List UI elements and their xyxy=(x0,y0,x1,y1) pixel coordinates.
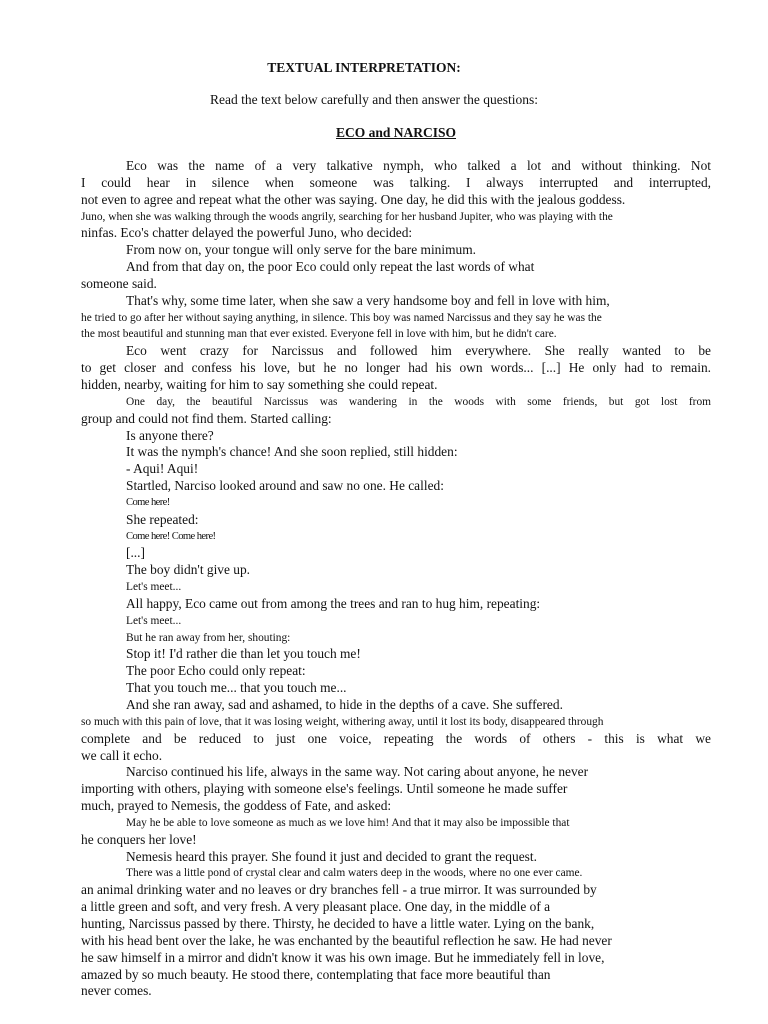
text-line: he saw himself in a mirror and didn't know it was his own image. But he immediately fell in love, xyxy=(81,949,605,965)
text-line: There was a little pond of crystal clear and calm waters deep in the woods, where no one ever came. xyxy=(126,867,583,880)
text-line: [...] xyxy=(126,545,145,561)
text-line: Narciso continued his life, always in the same way. Not caring about anyone, he never xyxy=(126,764,589,780)
text-line: a little green and soft, and very fresh. A very pleasant place. One day, in the middle of a xyxy=(81,899,551,915)
page-title: TEXTUAL INTERPRETATION: xyxy=(267,60,461,75)
text-line: he conquers her love! xyxy=(81,831,197,847)
story-title: ECO and NARCISO xyxy=(335,125,457,140)
text-line: not even to agree and repeat what the other was saying. One day, he did this with the jealous goddess. xyxy=(81,191,626,207)
text-line: Juno, when she was walking through the woods angrily, searching for her husband Jupiter, who was playing with the xyxy=(81,210,613,223)
text-line: amazed by so much beauty. He stood there, contemplating that face more beautiful than xyxy=(81,966,551,982)
text-line: But he ran away from her, shouting: xyxy=(126,631,291,644)
text-line: never comes. xyxy=(81,983,152,999)
text-line: The boy didn't give up. xyxy=(126,562,251,578)
text-line: Nemesis heard this prayer. She found it just and decided to grant the request. xyxy=(126,848,537,864)
text-line: so much with this pain of love, that it was losing weight, withering away, until it lost its body, disappeared through xyxy=(81,715,604,728)
text-line: Come here! xyxy=(126,496,170,508)
text-line: One day, the beautiful Narcissus was wandering in the woods with some friends, but got lost from xyxy=(126,395,711,408)
text-line: It was the nymph's chance! And she soon replied, still hidden: xyxy=(126,444,458,460)
text-line: Come here! Come here! xyxy=(126,530,216,542)
text-line: And from that day on, the poor Eco could only repeat the last words of what xyxy=(126,259,535,275)
text-line: The poor Echo could only repeat: xyxy=(126,663,306,679)
text-line: importing with others, playing with someone else's feelings. Until someone he made suffer xyxy=(81,781,568,797)
text-line: Startled, Narciso looked around and saw no one. He called: xyxy=(126,478,444,494)
text-line: Eco was the name of a very talkative nymph, who talked a lot and without thinking. Not xyxy=(126,158,711,173)
text-line: complete and be reduced to just one voice, repeating the words of others - this is what we xyxy=(81,730,711,746)
text-line: Is anyone there? xyxy=(126,427,214,443)
text-line: Let's meet... xyxy=(126,614,182,627)
text-line: Stop it! I'd rather die than let you touch me! xyxy=(126,646,361,662)
text-line: hidden, nearby, waiting for him to say something she could repeat. xyxy=(81,376,438,392)
text-line: Eco went crazy for Narcissus and followed him everywhere. She really wanted to be xyxy=(126,343,711,359)
text-line: That's why, some time later, when she saw a very handsome boy and fell in love with him, xyxy=(126,292,610,308)
text-line: From now on, your tongue will only serve for the bare minimum. xyxy=(126,242,476,258)
story-text xyxy=(81,158,711,1000)
text-line: All happy, Eco came out from among the trees and ran to hug him, repeating: xyxy=(126,595,541,611)
text-line: he tried to go after her without saying anything, in silence. This boy was named Narcissus and they say he was the xyxy=(81,311,602,324)
text-line: we call it echo. xyxy=(81,747,163,763)
text-line: I could hear in silence when someone was talking. I always interrupted and interrupted, xyxy=(81,174,711,190)
text-line: to get closer and confess his love, but he no longer had his own words... [...] He only had to remain. xyxy=(81,360,711,376)
text-line: hunting, Narcissus passed by there. Thirsty, he decided to have a little water. Lying on the bank, xyxy=(81,915,595,931)
text-line: ninfas. Eco's chatter delayed the powerful Juno, who decided: xyxy=(81,225,413,241)
text-line: much, prayed to Nemesis, the goddess of Fate, and asked: xyxy=(81,798,392,814)
text-line: with his head bent over the lake, he was enchanted by the beautiful reflection he saw. He had never xyxy=(81,932,612,948)
text-line: someone said. xyxy=(81,275,157,291)
text-line: And she ran away, sad and ashamed, to hide in the depths of a cave. She suffered. xyxy=(126,697,563,712)
text-line: an animal drinking water and no leaves or dry branches fell - a true mirror. It was surrounded by xyxy=(81,882,597,898)
text-line: group and could not find them. Started calling: xyxy=(81,410,332,426)
text-line: That you touch me... that you touch me... xyxy=(126,680,347,696)
text-line: the most beautiful and stunning man that ever existed. Everyone fell in love with him, but he didn't care. xyxy=(81,328,557,341)
instructions: Read the text below carefully and then answer the questions: xyxy=(209,92,539,107)
text-line: - Aqui! Aqui! xyxy=(126,461,199,477)
text-line: Let's meet... xyxy=(126,581,182,594)
text-line: May he be able to love someone as much as we love him! And that it may also be impossible that xyxy=(126,816,570,829)
text-line: She repeated: xyxy=(126,511,199,527)
